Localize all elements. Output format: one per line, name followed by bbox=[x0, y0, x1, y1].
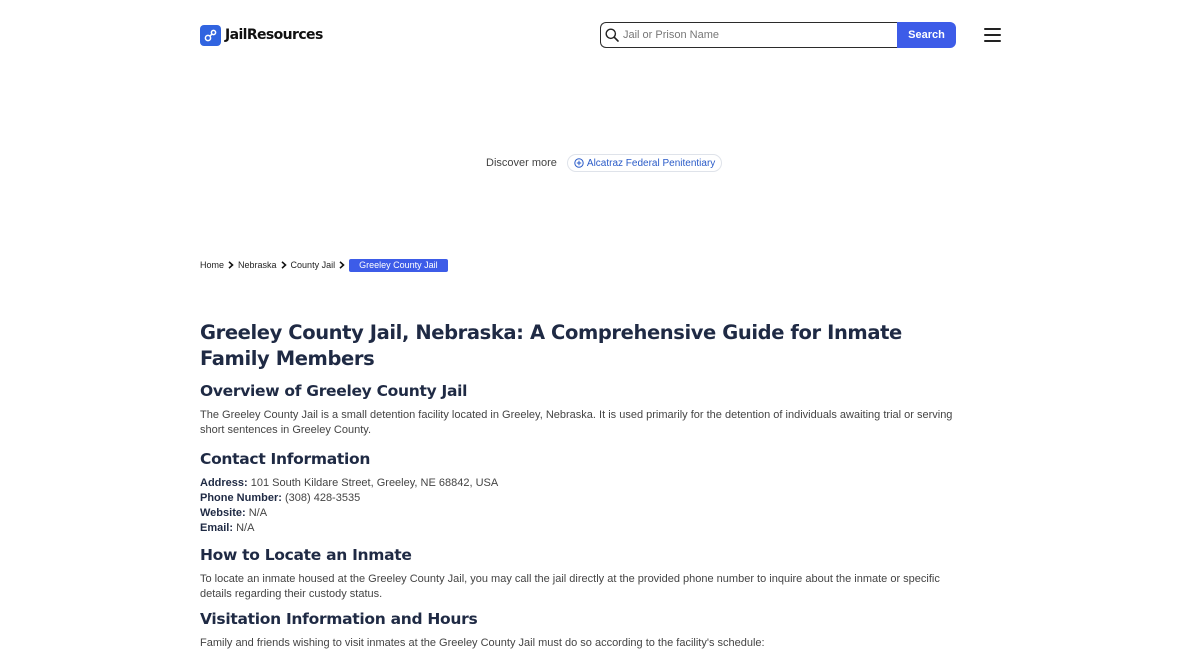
contact-address bbox=[200, 476, 970, 491]
contact-label: Website: bbox=[200, 507, 246, 519]
discover-more-label: Discover more bbox=[486, 157, 557, 169]
discover-chip-label: Alcatraz Federal Penitentiary bbox=[586, 157, 716, 169]
discover-chip-link[interactable] bbox=[567, 154, 722, 172]
locate-heading: How to Locate an Inmate bbox=[200, 546, 412, 564]
contact-label: Email: bbox=[200, 522, 234, 534]
logo-text: JailResources bbox=[225, 27, 323, 43]
search-field[interactable] bbox=[600, 22, 897, 48]
search-form bbox=[600, 22, 956, 48]
breadcrumb-state[interactable]: Nebraska bbox=[238, 260, 277, 270]
site-header bbox=[0, 0, 1200, 70]
hamburger-menu-icon[interactable] bbox=[984, 28, 1001, 42]
search-button[interactable]: Search bbox=[897, 22, 956, 48]
overview-heading: Overview of Greeley County Jail bbox=[200, 382, 468, 400]
discover-more-bar bbox=[486, 154, 722, 172]
contact-phone bbox=[200, 491, 970, 506]
contact-value: (308) 428-3535 bbox=[284, 492, 361, 504]
breadcrumb-category[interactable]: County Jail bbox=[290, 260, 336, 270]
visitation-text: Family and friends wishing to visit inmates at the Greeley County Jail must do so according to the facility's schedule: bbox=[200, 637, 765, 649]
contact-label: Phone Number: bbox=[200, 492, 282, 504]
contact-list bbox=[200, 476, 970, 536]
chevron-right-icon bbox=[335, 261, 349, 269]
breadcrumb-current: Greeley County Jail bbox=[349, 259, 448, 272]
overview-text: The Greeley County Jail is a small detention facility located in Greeley, Nebraska. It is used primarily for the detention of individuals awaiting trial or serving short sentences in Greeley County. bbox=[200, 409, 953, 436]
contact-value: N/A bbox=[236, 522, 255, 534]
contact-value: 101 South Kildare Street, Greeley, NE 68842, USA bbox=[250, 477, 499, 489]
search-input[interactable] bbox=[623, 29, 897, 41]
article-content bbox=[200, 320, 970, 651]
plus-circle-icon bbox=[574, 158, 584, 168]
contact-label: Address: bbox=[200, 477, 248, 489]
locate-text: To locate an inmate housed at the Greeley County Jail, you may call the jail directly at the provided phone number to inquire about the inmate or specific details regarding their custody status. bbox=[200, 573, 940, 600]
contact-website bbox=[200, 506, 970, 521]
site-logo[interactable] bbox=[200, 24, 323, 46]
contact-email bbox=[200, 521, 970, 536]
logo-icon bbox=[200, 25, 221, 46]
page-title: Greeley County Jail, Nebraska: A Comprehensive Guide for Inmate Family Members bbox=[200, 321, 902, 370]
breadcrumb bbox=[200, 258, 448, 272]
chevron-right-icon bbox=[277, 261, 291, 269]
contact-heading: Contact Information bbox=[200, 450, 371, 468]
visitation-heading: Visitation Information and Hours bbox=[200, 610, 478, 628]
search-icon bbox=[605, 28, 619, 42]
breadcrumb-home[interactable]: Home bbox=[200, 260, 225, 270]
contact-value: N/A bbox=[248, 507, 268, 519]
chevron-right-icon bbox=[224, 261, 238, 269]
